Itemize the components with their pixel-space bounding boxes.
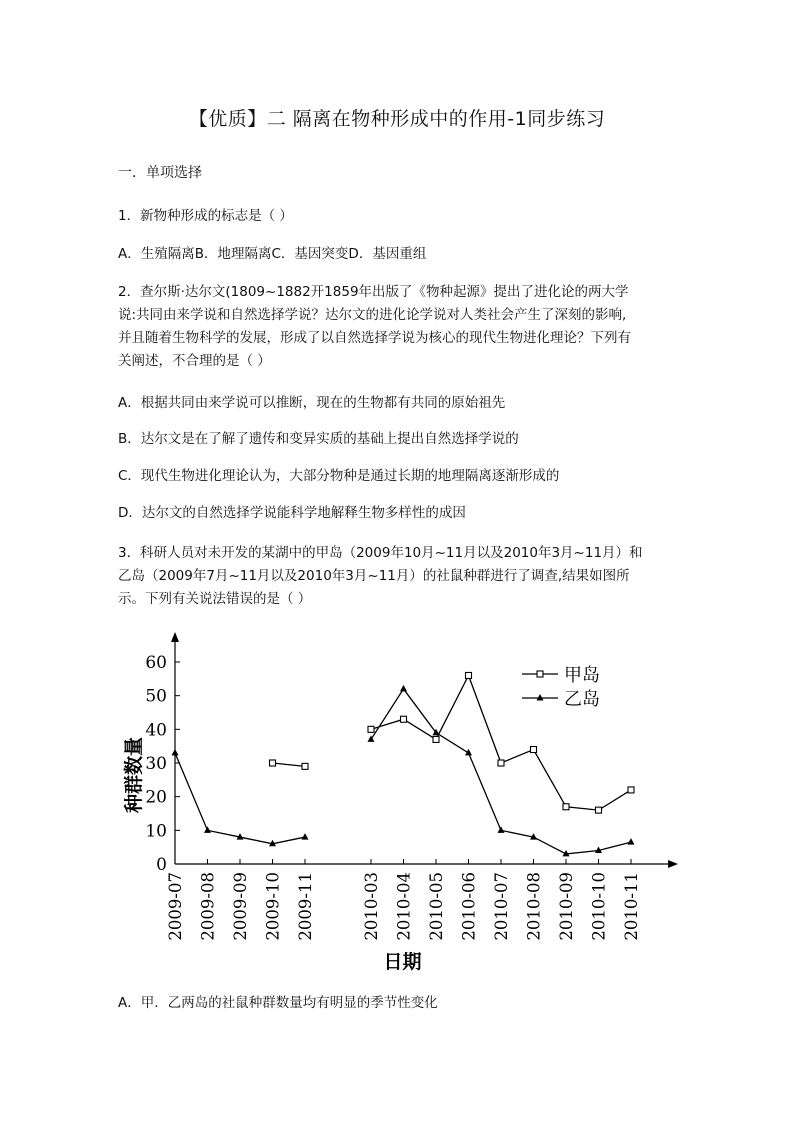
q1-options: A．生殖隔离B．地理隔离C．基因突变D．基因重组 xyxy=(118,246,427,262)
x-tick-label: 2009-07 xyxy=(166,872,185,941)
page-title: 【优质】二 隔离在物种形成中的作用-1同步练习 xyxy=(188,108,606,130)
legend-label: 甲岛 xyxy=(564,665,600,686)
data-point-square xyxy=(563,804,569,810)
y-axis-arrow xyxy=(171,632,179,642)
data-point-triangle xyxy=(628,838,635,845)
x-tick-label: 2010-11 xyxy=(622,872,641,941)
q2-option-c: C．现代生物进化理论认为，大部分物种是通过长期的地理隔离逐渐形成的 xyxy=(118,468,560,484)
data-point-square xyxy=(433,736,439,742)
x-tick-label: 2009-10 xyxy=(263,872,283,941)
legend-marker-square xyxy=(537,671,543,677)
data-point-square xyxy=(401,716,407,722)
data-point-triangle xyxy=(498,826,505,833)
q3-option-a: A．甲．乙两岛的社鼠种群数量均有明显的季节性变化 xyxy=(118,995,438,1011)
q2-option-b: B．达尔文是在了解了遗传和变异实质的基础上提出自然选择学说的 xyxy=(118,431,519,447)
data-point-square xyxy=(270,760,276,766)
x-tick-label: 2010-09 xyxy=(557,872,576,941)
q2-option-a: A．根据共同由来学说可以推断，现在的生物都有共同的原始祖先 xyxy=(118,395,506,411)
x-tick-label: 2010-05 xyxy=(427,872,446,941)
q1-stem: 1．新物种形成的标志是（ ） xyxy=(118,208,293,224)
y-tick-label: 40 xyxy=(145,720,167,741)
x-tick-label: 2009-09 xyxy=(231,872,250,941)
legend-marker-triangle xyxy=(537,694,544,701)
x-axis-label: 日期 xyxy=(383,951,422,973)
data-point-square xyxy=(531,747,537,753)
data-point-square xyxy=(596,807,602,813)
x-tick-label: 2010-07 xyxy=(492,872,511,941)
data-point-square xyxy=(466,672,472,678)
x-tick-label: 2009-08 xyxy=(198,872,218,941)
y-tick-label: 60 xyxy=(145,653,167,673)
y-axis-label: 种群数量 xyxy=(123,736,145,814)
q2-stem-line1: 2．查尔斯·达尔文(1809~1882开1859年出版了《物种起源》提出了进化论的两大学 xyxy=(118,284,629,300)
data-point-triangle xyxy=(400,685,407,692)
q3-stem-line3: 示。下列有关说法错误的是（ ） xyxy=(118,591,312,607)
series-line-square xyxy=(273,763,306,766)
data-point-triangle xyxy=(204,826,211,833)
q3-stem-line2: 乙岛（2009年7月~11月以及2010年3月~11月）的社鼠种群进行了调查,结果如图所 xyxy=(118,568,630,584)
chart-svg xyxy=(112,626,692,986)
section-heading: 一．单项选择 xyxy=(118,165,202,181)
legend-label: 乙岛 xyxy=(564,689,600,710)
q3-stem-line1: 3．科研人员对未开发的某湖中的甲岛（2009年10月~11月以及2010年3月~11月）和 xyxy=(118,545,643,561)
data-point-square xyxy=(302,763,308,769)
y-tick-label: 50 xyxy=(145,686,167,707)
x-tick-label: 2010-03 xyxy=(362,872,381,941)
y-tick-label: 20 xyxy=(145,787,167,808)
population-chart xyxy=(112,626,692,986)
y-tick-label: 30 xyxy=(145,754,167,774)
x-tick-label: 2009-11 xyxy=(296,872,315,941)
q2-stem-line2: 说:共同由来学说和自然选择学说？达尔文的进化论学说对人类社会产生了深刻的影响, xyxy=(118,307,627,323)
y-tick-label: 0 xyxy=(156,855,167,875)
x-tick-label: 2010-10 xyxy=(589,872,609,941)
q2-stem-line4: 关阐述，不合理的是（ ） xyxy=(118,353,271,369)
q2-stem-line3: 并且随着生物科学的发展，形成了以自然选择学说为核心的现代生物进化理论？下列有 xyxy=(118,330,631,346)
data-point-square xyxy=(628,787,634,793)
data-point-triangle xyxy=(465,749,472,756)
x-axis-arrow xyxy=(668,860,678,868)
x-tick-label: 2010-06 xyxy=(459,872,479,941)
series-line-triangle xyxy=(175,753,305,844)
x-tick-label: 2010-08 xyxy=(524,872,544,941)
data-point-triangle xyxy=(172,749,179,756)
data-point-square xyxy=(498,760,504,766)
y-tick-label: 10 xyxy=(145,821,167,842)
x-tick-label: 2010-04 xyxy=(394,872,414,941)
data-point-triangle xyxy=(302,833,309,840)
data-point-square xyxy=(368,726,374,732)
q2-option-d: D．达尔文的自然选择学说能科学地解释生物多样性的成因 xyxy=(118,505,466,521)
